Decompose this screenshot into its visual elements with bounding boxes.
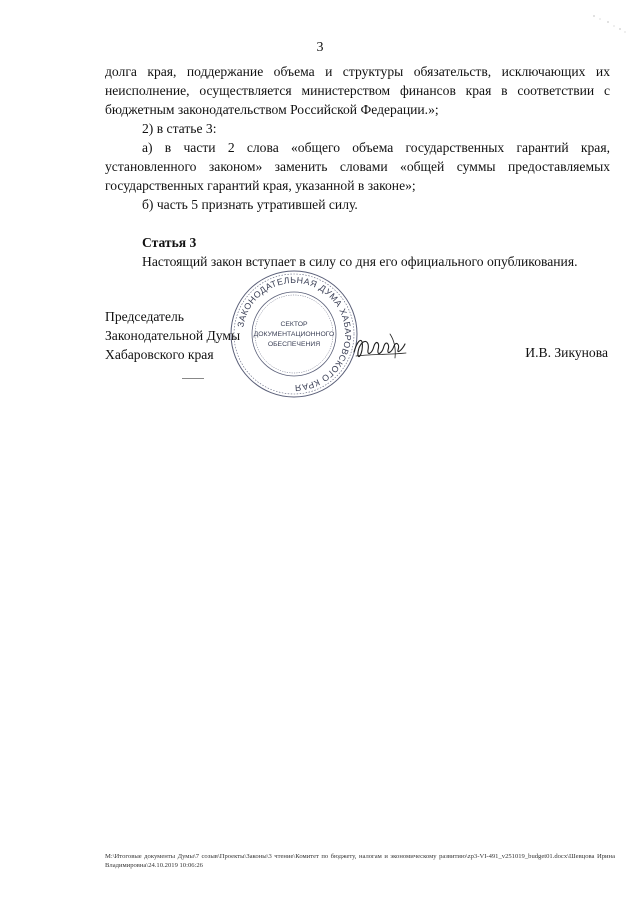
list-item-2: 2) в статье 3: xyxy=(142,121,217,136)
document-body xyxy=(105,62,610,271)
scan-artifact xyxy=(590,10,630,40)
page-number: 3 xyxy=(316,40,324,55)
paragraph-debt-obligations: долга края, поддержание объема и структуры обязательств, исключающих их неисполнение, осуществляется министерством финансов края в соответствии с бюджетным законодательством Российской Федерации.»; xyxy=(105,64,610,117)
signatory-title xyxy=(105,307,240,364)
article-3-title: Статья 3 xyxy=(142,235,197,250)
stamp-ring-text: ЗАКОНОДАТЕЛЬНАЯ ДУМА ХАБАРОВСКОГО КРАЯ xyxy=(235,274,354,394)
article-3-body: Настоящий закон вступает в силу со дня его официального опубликования. xyxy=(142,254,578,269)
file-path-footer: M:\Итоговые документы Думы\7 созыв\Проекты\Законы\3 чтение\Комитет по бюджету, налогам и экономическому развитию\zp3-VI-491_v251019_budget01.docx\Шевцова Ирина Владимировна\24.10.2019 10:06:26 xyxy=(105,853,615,869)
stamp-center-line2: ДОКУМЕНТАЦИОННОГО xyxy=(253,331,335,338)
stamp-center-line3: ОБЕСПЕЧЕНИЯ xyxy=(267,341,321,348)
signer-name: И.В. Зикунова xyxy=(525,345,608,360)
list-item-a: а) в части 2 слова «общего объема государственных гарантий края, установленного законом» заменить словами «общей суммы предоставляемых государственных гарантий края, указанной в законе»; xyxy=(105,140,610,193)
stamp-center-line1: СЕКТОР xyxy=(280,321,308,328)
list-item-b: б) часть 5 признать утратившей силу. xyxy=(142,197,358,212)
signatory-title-line1: Председатель xyxy=(105,309,184,324)
handwritten-signature xyxy=(350,328,412,366)
signatory-title-line2: Законодательной Думы xyxy=(105,328,241,343)
signatory-title-line3: Хабаровского края xyxy=(105,347,214,362)
divider-line xyxy=(182,378,204,379)
official-stamp xyxy=(228,268,360,400)
